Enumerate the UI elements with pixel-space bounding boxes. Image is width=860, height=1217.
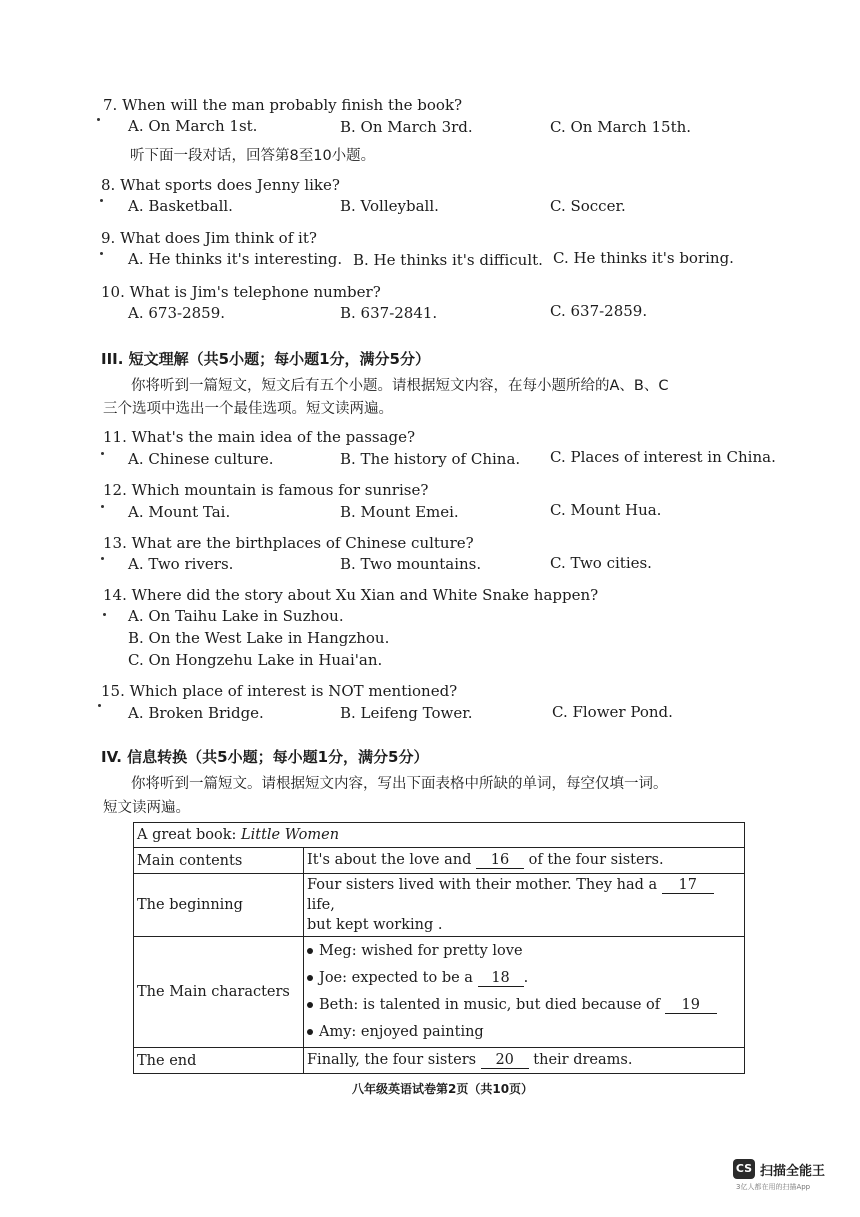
section-3-instruction-line2: 三个选项中选出一个最佳选项。短文读两遍。 bbox=[103, 401, 393, 417]
character-beth bbox=[307, 992, 741, 1019]
scanner-logo-icon: CS bbox=[733, 1159, 755, 1179]
beginning-text-line2: but kept working . bbox=[307, 917, 443, 933]
bullet-icon bbox=[307, 1002, 313, 1008]
question-12-text: 12. Which mountain is famous for sunrise? bbox=[103, 481, 429, 499]
question-14-option-a: A. On Taihu Lake in Suzhou. bbox=[128, 607, 344, 625]
info-table bbox=[133, 822, 745, 1074]
bullet-icon bbox=[307, 975, 313, 981]
question-12-option-b: B. Mount Emei. bbox=[340, 503, 459, 521]
section-4-instruction-line2: 短文读两遍。 bbox=[103, 800, 190, 816]
scan-speck bbox=[100, 199, 103, 202]
question-14-option-b: B. On the West Lake in Hangzhou. bbox=[128, 629, 390, 647]
row-main-characters bbox=[304, 937, 745, 1048]
question-15-text: 15. Which place of interest is NOT mentioned? bbox=[101, 682, 458, 700]
end-text-end: their dreams. bbox=[533, 1052, 633, 1068]
question-15-option-a: A. Broken Bridge. bbox=[128, 704, 264, 722]
end-text: Finally, the four sisters bbox=[307, 1052, 477, 1068]
beginning-text-end: life, bbox=[307, 897, 335, 913]
section-3-title: III. 短文理解（共5小题；每小题1分，满分5分） bbox=[101, 350, 430, 368]
bullet-icon bbox=[307, 1029, 313, 1035]
row-label-beginning: The beginning bbox=[134, 874, 304, 937]
question-11-text: 11. What's the main idea of the passage? bbox=[103, 428, 416, 446]
dialogue-instruction: 听下面一段对话，回答第8至10小题。 bbox=[130, 148, 376, 164]
question-15-option-b: B. Leifeng Tower. bbox=[340, 704, 473, 722]
section-3-instruction-line1: 你将听到一篇短文，短文后有五个小题。请根据短文内容，在每小题所给的A、B、C bbox=[131, 378, 669, 394]
scan-speck bbox=[103, 613, 106, 616]
question-9-text: 9. What does Jim think of it? bbox=[101, 229, 317, 247]
scan-speck bbox=[100, 252, 103, 255]
scanner-app-name: 扫描全能王 bbox=[760, 1164, 826, 1179]
question-10-option-b: B. 637-2841. bbox=[340, 304, 438, 322]
question-15-option-c: C. Flower Pond. bbox=[552, 703, 673, 721]
question-13-option-b: B. Two mountains. bbox=[340, 555, 482, 573]
bullet-icon bbox=[307, 948, 313, 954]
row-label-end: The end bbox=[134, 1048, 304, 1074]
question-8-text: 8. What sports does Jenny like? bbox=[101, 176, 340, 194]
blank-20[interactable]: 20 bbox=[481, 1053, 529, 1069]
question-9-option-c: C. He thinks it's boring. bbox=[553, 249, 734, 267]
blank-16[interactable]: 16 bbox=[476, 853, 524, 869]
scan-speck bbox=[97, 118, 100, 121]
row-label-main-contents: Main contents bbox=[134, 848, 304, 874]
question-10-text: 10. What is Jim's telephone number? bbox=[101, 283, 381, 301]
blank-18[interactable]: 18 bbox=[478, 971, 524, 987]
question-13-option-a: A. Two rivers. bbox=[128, 555, 234, 573]
question-13-option-c: C. Two cities. bbox=[550, 554, 652, 572]
main-contents-text: It's about the love and bbox=[307, 852, 472, 868]
question-12-option-a: A. Mount Tai. bbox=[128, 503, 231, 521]
book-title: Little Women bbox=[240, 827, 340, 843]
section-4-instruction-line1: 你将听到一篇短文。请根据短文内容，写出下面表格中所缺的单词，每空仅填一词。 bbox=[131, 776, 668, 792]
question-11-option-a: A. Chinese culture. bbox=[128, 450, 274, 468]
question-13-text: 13. What are the birthplaces of Chinese culture? bbox=[103, 534, 474, 552]
scan-speck bbox=[101, 557, 104, 560]
character-amy-text: Amy: enjoyed painting bbox=[319, 1024, 484, 1040]
blank-19[interactable]: 19 bbox=[665, 998, 717, 1014]
beginning-text: Four sisters lived with their mother. They had a bbox=[307, 877, 658, 893]
question-9-option-b: B. He thinks it's difficult. bbox=[353, 251, 543, 269]
main-contents-text-end: of the four sisters. bbox=[528, 852, 664, 868]
question-9-option-a: A. He thinks it's interesting. bbox=[128, 250, 343, 268]
question-7-text: 7. When will the man probably finish the book? bbox=[103, 96, 463, 114]
row-main-contents bbox=[304, 848, 745, 874]
question-7-option-c: C. On March 15th. bbox=[550, 118, 692, 136]
question-7-option-a: A. On March 1st. bbox=[128, 117, 258, 135]
question-8-option-a: A. Basketball. bbox=[128, 197, 233, 215]
character-joe-text: Joe: expected to be a bbox=[319, 970, 473, 986]
character-amy bbox=[307, 1019, 741, 1046]
question-11-option-c: C. Places of interest in China. bbox=[550, 448, 776, 466]
section-4-title: IV. 信息转换（共5小题；每小题1分，满分5分） bbox=[101, 748, 429, 766]
character-meg bbox=[307, 938, 741, 965]
character-meg-text: Meg: wished for pretty love bbox=[319, 943, 523, 959]
scan-speck bbox=[101, 452, 104, 455]
scan-speck bbox=[101, 505, 104, 508]
table-header bbox=[134, 823, 745, 848]
row-beginning bbox=[304, 874, 745, 937]
page-footer: 八年级英语试卷第2页（共10页） bbox=[352, 1082, 534, 1096]
question-11-option-b: B. The history of China. bbox=[340, 450, 521, 468]
row-label-main-characters: The Main characters bbox=[134, 937, 304, 1048]
question-14-text: 14. Where did the story about Xu Xian and White Snake happen? bbox=[103, 586, 599, 604]
question-7-option-b: B. On March 3rd. bbox=[340, 118, 473, 136]
character-beth-text: Beth: is talented in music, but died because of bbox=[319, 997, 661, 1013]
table-header-prefix: A great book: bbox=[137, 827, 241, 843]
question-10-option-c: C. 637-2859. bbox=[550, 302, 648, 320]
scanner-tagline: 3亿人都在用的扫描App bbox=[736, 1183, 811, 1191]
question-14-option-c: C. On Hongzehu Lake in Huai'an. bbox=[128, 651, 383, 669]
scan-speck bbox=[98, 704, 101, 707]
question-12-option-c: C. Mount Hua. bbox=[550, 501, 662, 519]
question-8-option-b: B. Volleyball. bbox=[340, 197, 439, 215]
row-end bbox=[304, 1048, 745, 1074]
character-joe-period: . bbox=[523, 970, 529, 986]
blank-17[interactable]: 17 bbox=[662, 878, 714, 894]
question-8-option-c: C. Soccer. bbox=[550, 197, 626, 215]
question-10-option-a: A. 673-2859. bbox=[128, 304, 226, 322]
character-joe bbox=[307, 965, 741, 992]
